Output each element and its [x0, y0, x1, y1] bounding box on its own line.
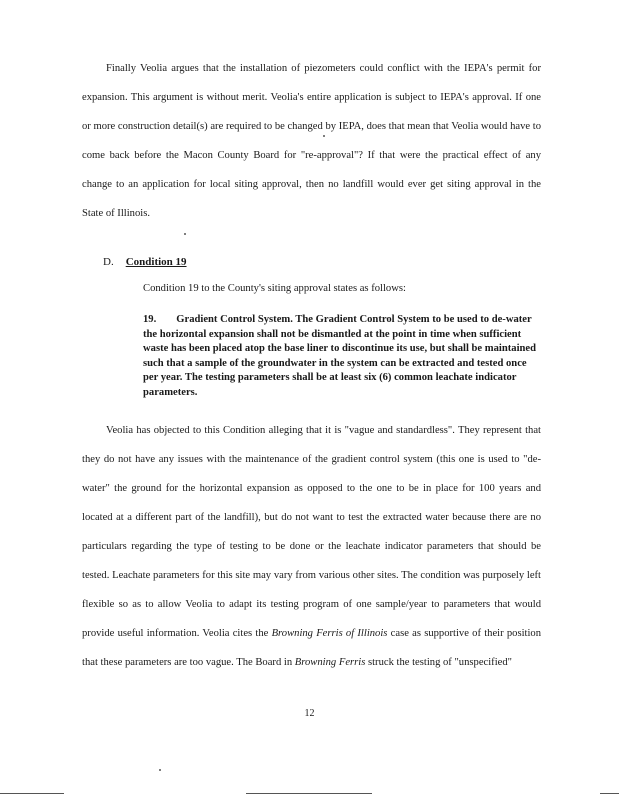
paragraph-veolia-objection — [82, 416, 541, 677]
condition-quote — [143, 313, 540, 400]
page-number: 12 — [304, 708, 315, 719]
footer-rule-right — [600, 793, 619, 794]
scan-speck — [323, 135, 325, 137]
section-letter: D. — [103, 256, 114, 268]
section-heading — [103, 256, 187, 268]
scan-speck — [184, 233, 186, 235]
objection-text-part-1: Veolia has objected to this Condition alleging that it is "vague and standardless". They represent that they do not have any issues with the maintenance of the gradient control system (this one is used to "de-water" the ground for the horizontal expansion as opposed to the one to be in place for 100 years and located at a different part of the landfill), but do not want to test the extracted water because there are no particulars regarding the type of testing to be done or the leachate indicator parameters that should be tested. Leachate parameters for this site may vary from various other sites. The condition was purposely left flexible so as to allow Veolia to adapt its testing program of one sample/year to parameters that would provide useful information. Veolia cites the — [82, 425, 541, 639]
scan-speck — [159, 769, 161, 771]
objection-text-part-2: case as supportive of their position that these parameters are too vague. The Board in — [82, 628, 542, 668]
quote-text: Gradient Control System. The Gradient Control System to be used to de-water the horizontal expansion shall not be dismantled at the point in time when sufficient waste has been placed atop the base liner to discontinue its use, but shall be maintained such that a sample of the groundwater in the system can be extracted and tested once per year. The testing parameters shall be at least six (6) common leachate indicator parameters. — [143, 314, 536, 398]
case-citation-1: Browning Ferris of Illinois — [271, 628, 388, 639]
section-title: Condition 19 — [125, 256, 187, 268]
footer-rule-center — [246, 793, 372, 794]
footer-rule-left — [0, 793, 64, 794]
objection-text-part-3: struck the testing of "unspecified" — [367, 657, 512, 668]
case-citation-2: Browning Ferris — [294, 657, 366, 668]
paragraph-piezometers: Finally Veolia argues that the installation of piezometers could conflict with the IEPA's permit for expansion. This argument is without merit. Veolia's entire application is subject to IEPA's approval. If one or more construction detail(s) are required to be changed by IEPA, does that mean that Veolia would have to come back before the Macon County Board for "re-approval"? If that were the practical effect of any change to an application for local siting approval, then no landfill would ever get siting approval in the State of Illinois. — [82, 63, 541, 219]
quote-number: 19. — [143, 314, 157, 325]
condition-intro: Condition 19 to the County's siting approval states as follows: — [143, 283, 406, 294]
